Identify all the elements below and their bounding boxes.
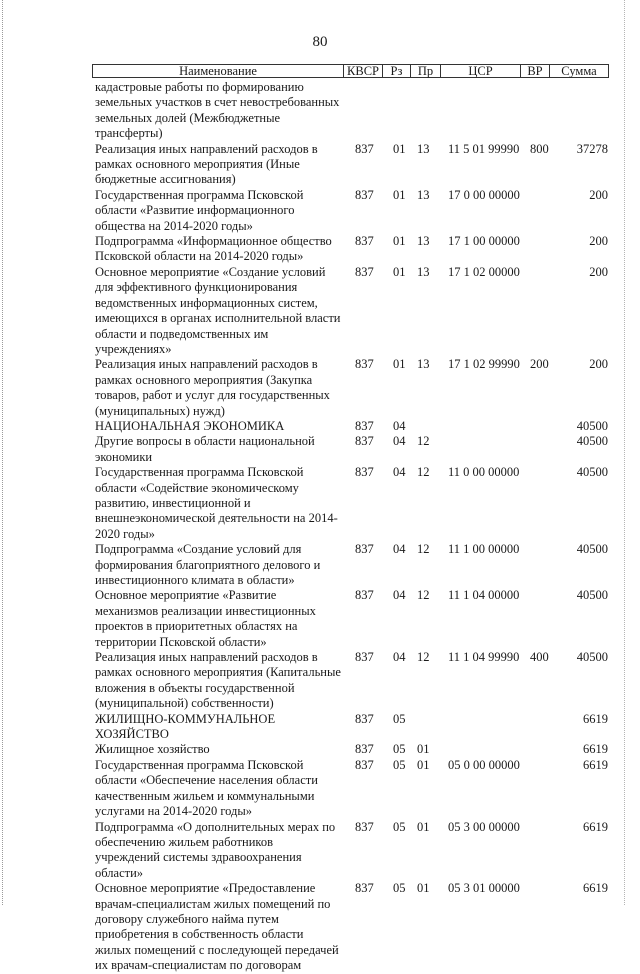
row-kvsr: 837 [355,742,374,757]
row-pr: 13 [417,234,430,249]
row-sum: 40500 [576,465,608,480]
col-header-csr: ЦСР [440,65,520,77]
row-name: Другие вопросы в области национальной экономики [95,434,315,464]
row-kvsr: 837 [355,819,374,834]
row-rz: 04 [393,418,406,433]
row-kvsr: 837 [355,357,374,372]
row-name: Реализация иных направлений расходов в рамках основного мероприятия (Закупка товаров, работ и услуг для государственных (муниципальных) нужд) [95,357,330,418]
row-csr: 11 5 01 99990 [448,141,520,156]
row-pr: 13 [417,264,430,279]
row-sum: 200 [589,234,608,249]
row-pr: 12 [417,650,430,665]
table-row [0,712,640,743]
row-vr: 400 [530,650,549,665]
col-header-sum: Сумма [549,65,608,77]
row-kvsr: 837 [355,542,374,557]
row-name: Жилищное хозяйство [95,742,210,757]
row-name: кадастровые работы по формированию земельных участков в счет невостребованных земельных долей (Межбюджетные трансферты) [95,80,340,141]
row-pr: 01 [417,819,430,834]
table-body [0,80,640,974]
row-pr: 12 [417,588,430,603]
row-kvsr: 837 [355,465,374,480]
row-kvsr: 837 [355,234,374,249]
row-csr: 17 1 02 99990 [448,357,520,372]
row-rz: 01 [393,357,406,372]
row-pr: 01 [417,881,430,896]
row-pr: 12 [417,434,430,449]
table-row [0,357,640,419]
row-kvsr: 837 [355,757,374,772]
row-name: Подпрограмма «О дополнительных мерах по обеспечению жильем работников учреждений системы здравоохранения области» [95,819,336,880]
row-sum: 40500 [576,542,608,557]
row-rz: 01 [393,187,406,202]
table-row [0,188,640,234]
row-sum: 200 [589,264,608,279]
row-rz: 05 [393,757,406,772]
row-sum: 40500 [576,418,608,433]
row-kvsr: 837 [355,711,374,726]
row-name: Государственная программа Псковской области «Развитие информационного общества на 2014-2020 годы» [95,187,304,233]
row-sum: 200 [589,357,608,372]
row-pr: 13 [417,187,430,202]
row-sum: 200 [589,187,608,202]
row-rz: 04 [393,434,406,449]
table-row [0,419,640,434]
table-row [0,265,640,357]
row-rz: 05 [393,819,406,834]
row-pr: 13 [417,141,430,156]
row-kvsr: 837 [355,650,374,665]
row-kvsr: 837 [355,881,374,896]
row-csr: 17 1 00 00000 [448,234,520,249]
row-csr: 11 1 04 00000 [448,588,520,603]
row-kvsr: 837 [355,141,374,156]
row-rz: 04 [393,542,406,557]
table-row [0,234,640,265]
row-csr: 11 1 00 00000 [448,542,520,557]
row-name: Реализация иных направлений расходов в рамках основного мероприятия (Капитальные вложения в объекты государственной (муниципальной) собственности) [95,650,341,711]
row-sum: 6619 [583,711,608,726]
row-rz: 04 [393,588,406,603]
row-name: Основное мероприятие «Создание условий для эффективного функционирования ведомственных информационных систем, имеющихся в органах исполнительной власти области и подведомственных им учреждениях» [95,264,341,356]
row-kvsr: 837 [355,588,374,603]
table-row [0,465,640,542]
row-csr: 05 3 01 00000 [448,881,520,896]
page-number: 80 [312,34,328,50]
row-pr: 13 [417,357,430,372]
table-row [0,742,640,757]
row-pr: 01 [417,742,430,757]
table-row [0,650,640,712]
col-header-pr: Пр [410,65,440,77]
row-rz: 05 [393,881,406,896]
row-csr: 11 0 00 00000 [448,465,520,480]
row-name: Подпрограмма «Информационное общество Псковской области на 2014-2020 годы» [95,234,332,264]
row-rz: 05 [393,711,406,726]
table-row [0,142,640,188]
table-row [0,881,640,973]
row-name: ЖИЛИЩНО-КОММУНАЛЬНОЕ ХОЗЯЙСТВО [95,711,276,742]
col-header-name: Наименование [179,64,257,78]
row-rz: 04 [393,650,406,665]
row-kvsr: 837 [355,187,374,202]
row-name: Государственная программа Псковской области «Обеспечение населения области качественным жильем и коммунальными услугами на 2014-2020 годы» [95,757,318,819]
row-rz: 01 [393,141,406,156]
table-row [0,542,640,588]
row-name: Государственная программа Псковской области «Содействие экономическому развитию, инвестиционной и внешнеэкономической деятельности на 2014-2020 годы» [95,465,338,541]
row-csr: 17 0 00 00000 [448,187,520,202]
row-csr: 17 1 02 00000 [448,264,520,279]
row-sum: 6619 [583,742,608,757]
row-csr: 11 1 04 99990 [448,650,520,665]
row-name: НАЦИОНАЛЬНАЯ ЭКОНОМИКА [95,418,285,433]
row-vr: 200 [530,357,549,372]
row-name: Основное мероприятие «Развитие механизмов реализации инвестиционных проектов в приоритетных областях на территории Псковской области» [95,588,316,649]
table-row [0,820,640,882]
row-kvsr: 837 [355,418,374,433]
row-pr: 12 [417,542,430,557]
row-vr: 800 [530,141,549,156]
row-rz: 04 [393,465,406,480]
row-sum: 40500 [576,650,608,665]
row-sum: 6619 [583,819,608,834]
col-header-rz: Рз [382,65,410,77]
row-pr: 12 [417,465,430,480]
row-kvsr: 837 [355,434,374,449]
row-sum: 37278 [576,141,608,156]
row-csr: 05 3 00 00000 [448,819,520,834]
row-rz: 05 [393,742,406,757]
row-name: Подпрограмма «Создание условий для формирования благоприятного делового и инвестиционного климата в области» [95,542,321,587]
table-row [0,758,640,820]
table-header [92,64,609,78]
row-sum: 40500 [576,434,608,449]
row-csr: 05 0 00 00000 [448,757,520,772]
row-rz: 01 [393,234,406,249]
row-kvsr: 837 [355,264,374,279]
row-pr: 01 [417,757,430,772]
table-row [0,434,640,465]
row-rz: 01 [393,264,406,279]
col-header-vr: ВР [520,65,549,77]
row-name: Реализация иных направлений расходов в рамках основного мероприятия (Иные бюджетные ассигнования) [95,141,318,187]
row-sum: 40500 [576,588,608,603]
table-row [0,588,640,650]
row-sum: 6619 [583,757,608,772]
row-sum: 6619 [583,881,608,896]
row-name: Основное мероприятие «Предоставление врачам-специалистам жилых помещений по договору служебного найма путем приобретения в собственность области жилых помещений с последующей передачей их врачам-специалистам по договорам [95,881,339,973]
col-header-kvsr: КВСР [343,65,382,77]
table-row [0,80,640,142]
